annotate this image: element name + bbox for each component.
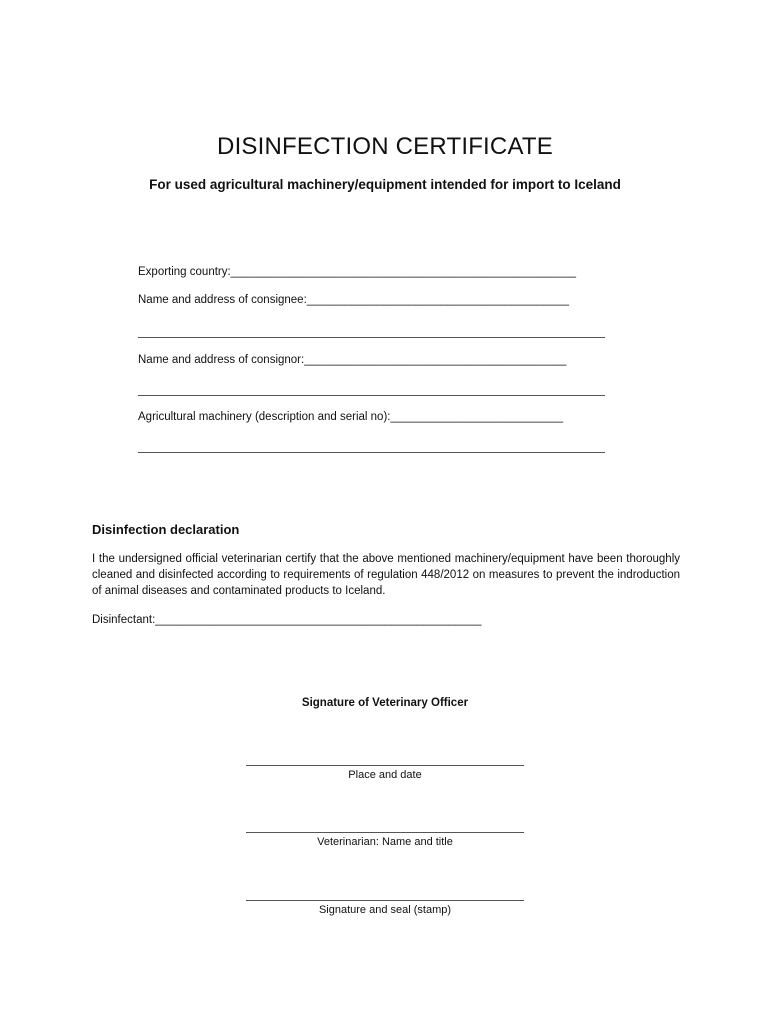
- declaration-text: I the undersigned official veterinarian certify that the above mentioned machinery/equipment have been thoroughly cleaned and disinfected according to requirements of regulation 448/2012 on measures to prevent the indroduction of animal diseases and contaminated products to Iceland.: [92, 553, 680, 597]
- consignor-field[interactable]: Name and address of consignor:_________________________________________: [138, 354, 567, 366]
- consignee-field[interactable]: Name and address of consignee:_________________________________________: [138, 294, 569, 306]
- signature-heading: Signature of Veterinary Officer: [301, 697, 469, 709]
- disinfectant-field[interactable]: Disinfectant:___________________________________________________: [92, 614, 482, 626]
- name-title-block: [246, 831, 524, 848]
- consignor-continuation-line[interactable]: [138, 394, 605, 396]
- declaration-heading: Disinfection declaration: [92, 522, 240, 537]
- exporting-country-field[interactable]: Exporting country:______________________________________________________: [138, 266, 577, 278]
- signature-seal-line[interactable]: [246, 899, 524, 901]
- place-date-label: Place and date: [348, 769, 422, 781]
- name-title-line[interactable]: [246, 831, 524, 833]
- page-subtitle: For used agricultural machinery/equipment intended for import to Iceland: [149, 177, 621, 192]
- signature-seal-label: Signature and seal (stamp): [318, 904, 452, 916]
- place-date-line[interactable]: [246, 764, 524, 766]
- signature-seal-block: [246, 899, 524, 916]
- machinery-continuation-line[interactable]: [138, 451, 605, 453]
- place-date-block: [246, 764, 524, 781]
- name-title-label: Veterinarian: Name and title: [317, 836, 453, 848]
- consignee-continuation-line[interactable]: [138, 336, 605, 338]
- machinery-field[interactable]: Agricultural machinery (description and serial no):___________________________: [138, 411, 564, 423]
- page-title: DISINFECTION CERTIFICATE: [217, 133, 553, 160]
